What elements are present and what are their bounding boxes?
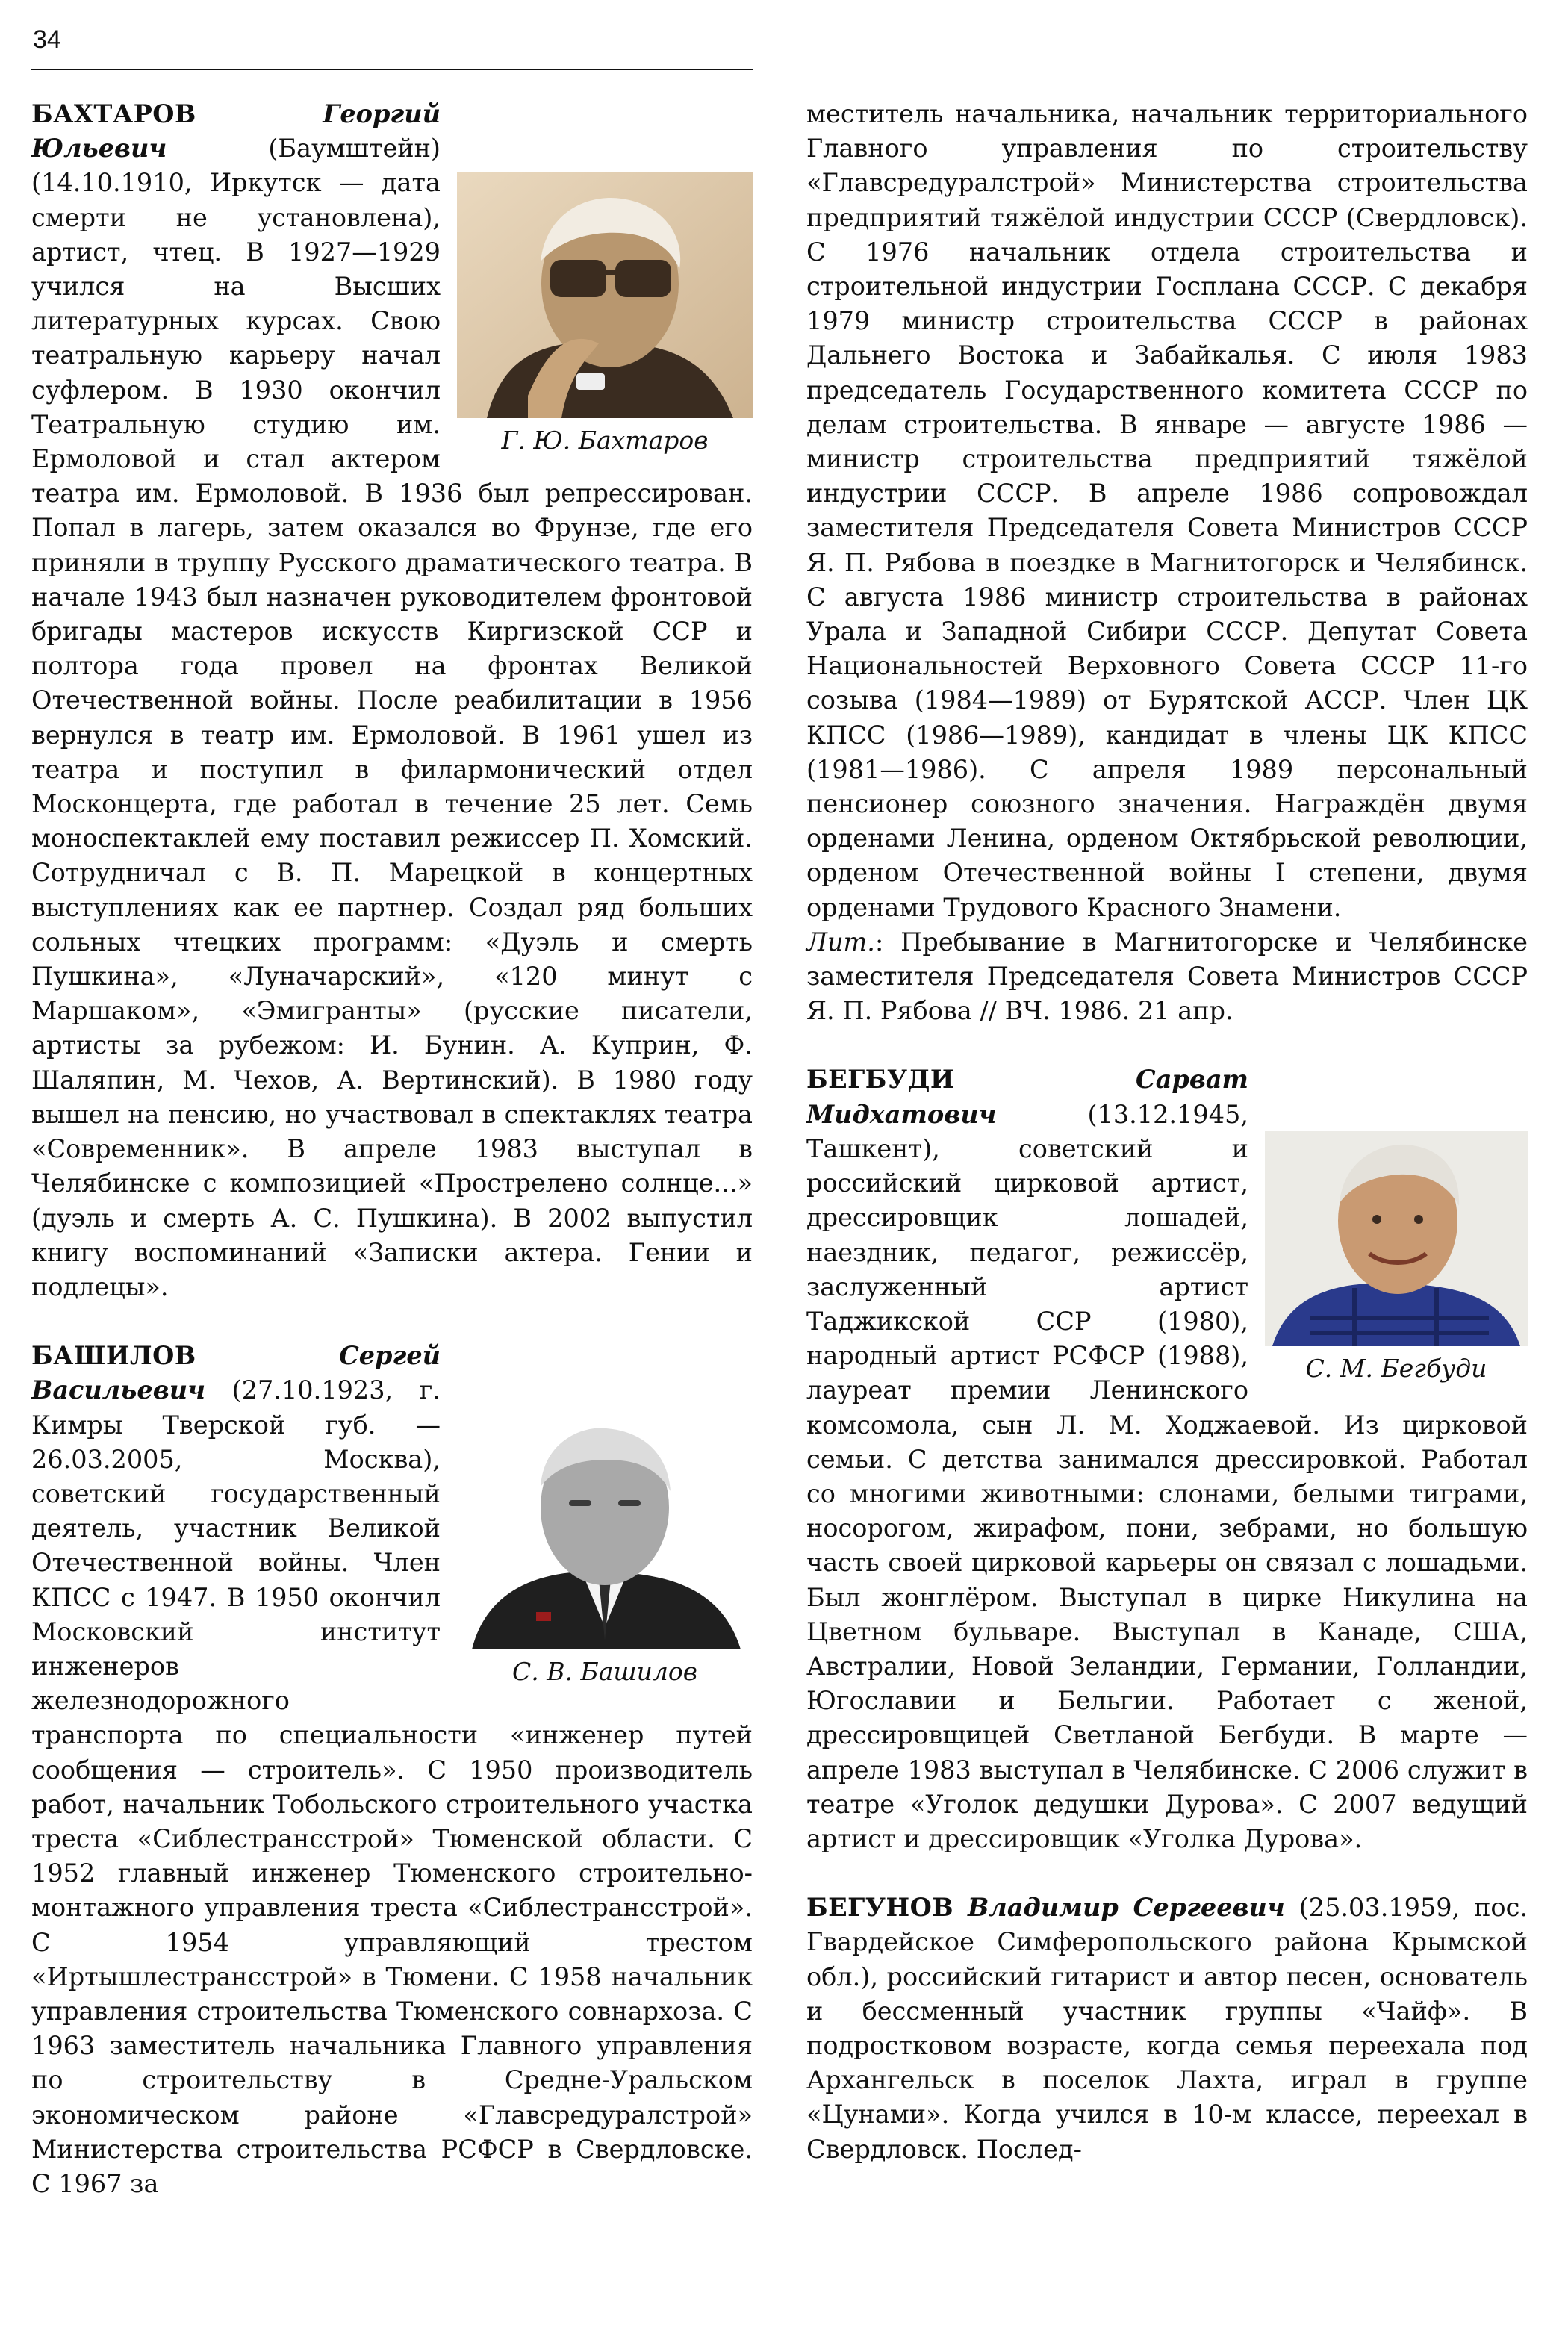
right-column <box>806 97 1528 2201</box>
portrait-begbudi-photo <box>1265 1131 1528 1346</box>
entry-bashilov-literature <box>806 925 1528 1029</box>
entry-bakhtarov <box>31 97 753 1304</box>
portrait-bakhtarov-photo <box>457 172 753 418</box>
photo-bakhtarov <box>457 172 753 457</box>
entry-begunov <box>806 1891 1528 2167</box>
photo-caption-begbudi: С. М. Бегбуди <box>1305 1354 1487 1384</box>
photo-caption-bakhtarov: Г. Ю. Бахтаров <box>501 426 709 455</box>
header-rule <box>31 69 753 70</box>
entry-begunov-body <box>806 1891 1528 2167</box>
entry-begbudi <box>806 1063 1528 1856</box>
entry-bashilov-text: (27.10.1923, г. Кимры Тверской губ. — 26.03.2005, Москва), советский государственный деятель, участник Великой Отечественной войны. Член КПСС с 1947. В 1950 окончил Московский институт инженеров железнодорожного транспорта по специальности «инженер путей сообщения — строитель». С 1950 производитель работ, начальник Тобольского строительного участка треста «Сиблестрансстрой» Тюменской области. С 1952 главный инженер Тюменского строительно-монтажного управления треста «Сиблестрансстрой». С 1954 управляющий трестом «Иртышлестрансстрой» в Тюмени. С 1958 начальник управления строительства Тюменского совнархоза. С 1963 заместитель начальника Главного управления по строительству в Средне-Уральском экономическом районе «Главсредуралстрой» Министерства строительства РСФСР в Свердловске. С 1967 за <box>31 1375 753 2198</box>
entry-bakhtarov-given-name: Георгий Юльевич <box>31 99 441 164</box>
entry-bakhtarov-surname: БАХТАРОВ <box>31 99 196 128</box>
entry-bashilov-continued <box>806 97 1528 1028</box>
literature-label: Лит. <box>806 927 875 956</box>
entry-begbudi-surname: БЕГБУДИ <box>806 1065 955 1095</box>
entry-bashilov-continuation: меститель начальника, начальник территориального Главного управления по строительству «Главсредуралстрой» Министерства строительства предприятий тяжёлой индустрии СССР (Свердловск). С 1976 начальник отдела строительства и строительной индустрии Госплана СССР. С декабря 1979 министр строительства СССР в районах Дальнего Востока и Забайкалья. С июля 1983 председатель Государственного комитета СССР по делам строительства. В январе — августе 1986 — министр строительства предприятий тяжёлой индустрии СССР. В апреле 1986 сопровождал заместителя Председателя Совета Министров СССР Я. П. Рябова в поездке в Магнитогорск и Челябинск. С августа 1986 министр строительства в районах Урала и Западной Сибири СССР. Депутат Совета Национальностей Верховного Совета СССР 11-го созыва (1984—1989) от Бурятской АССР. Член ЦК КПСС (1986—1989), кандидат в члены ЦК КПСС (1981—1986). С апреля 1989 персональный пенсионер союзного значения. Награждён двумя орденами Ленина, орденом Октябрьской революции, орденом Отечественной войны I степени, двумя орденами Трудового Красного Знамени. <box>806 99 1528 922</box>
literature-text: : Пребывание в Магнитогорске и Челябинске заместителя Председателя Совета Министров СССР Я. П. Рябова // ВЧ. 1986. 21 апр. <box>806 927 1528 1026</box>
entry-begunov-surname: БЕГУНОВ <box>806 1893 954 1923</box>
entry-begunov-given-name: Владимир Сергеевич <box>967 1893 1285 1923</box>
photo-caption-bashilov: С. В. Башилов <box>512 1657 697 1687</box>
entry-bashilov-given-name: Сергей Васильевич <box>31 1341 441 1405</box>
entry-bakhtarov-text: (Баумштейн) (14.10.1910, Иркутск — дата смерти не установлена), артист, чтец. В 1927—1929 учился на Высших литературных курсах. Свою театральную карьеру начал суфлером. В 1930 окончил Театральную студию им. Ермоловой и стал актером театра им. Ермоловой. В 1936 был репрессирован. Попал в лагерь, затем оказался во Фрунзе, где его приняли в труппу Русского драматического театра. В начале 1943 был назначен руководителем фронтовой бригады мастеров искусств Киргизской ССР и полтора года провел на фронтах Великой Отечественной войны. После реабилитации в 1956 вернулся в театр им. Ермоловой. В 1961 ушел из театра и поступил в филармонический отдел Москонцерта, где работал в течение 25 лет. Семь моноспектаклей ему поставил режиссер П. Хомский. Сотрудничал с В. П. Марецкой в концертных выступлениях как ее партнер. Создал ряд больших сольных чтецких программ: «Дуэль и смерть Пушкина», «Луначарский», «120 минут с Маршаком», «Эмигранты» (русские писатели, артисты за рубежом: И. Бунин. А. Куприн, Ф. Шаляпин, М. Чехов, А. Вертинский). В 1980 году вышел на пенсию, но участвовал в спектаклях театра «Современник». В апреле 1983 выступал в Челябинске с композицией «Прострелено солнце...» (дуэль и смерть А. С. Пушкина). В 2002 выпустил книгу воспоминаний «Записки актера. Гении и подлецы». <box>31 134 753 1301</box>
portrait-bashilov-photo <box>457 1403 753 1649</box>
entry-bashilov <box>31 1339 753 2201</box>
entry-begbudi-text: (13.12.1945, Ташкент), советский и российский цирковой артист, дрессировщик лошадей, наездник, педагог, режиссёр, заслуженный артист Таджикской ССР (1980), народный артист РСФСР (1988), лауреат премии Ленинского комсомола, сын Л. М. Ходжаевой. Из цирковой семьи. С детства занимался дрессировкой. Работал со многими животными: слонами, белыми тиграми, носорогом, жирафом, пони, зебрами, но большую часть своей цирковой карьеры он связал с лошадьми. Был жонглёром. Выступал в цирке Никулина на Цветном бульваре. Выступал в Канаде, США, Австралии, Новой Зеландии, Германии, Голландии, Югославии и Бельгии. Работает с женой, дрессировщицей Светланой Бегбуди. В марте — апреле 1983 выступал в Челябинске. С 2006 служит в театре «Уголок дедушки Дурова». С 2007 ведущий артист и дрессировщик «Уголка Дурова». <box>806 1099 1528 1853</box>
left-column <box>31 97 753 2236</box>
photo-bashilov <box>457 1403 753 1688</box>
page-number: 34 <box>33 25 61 54</box>
entry-bashilov-surname: БАШИЛОВ <box>31 1341 196 1371</box>
photo-begbudi <box>1265 1131 1528 1385</box>
entry-begbudi-given-name: Сарват Мидхатович <box>806 1065 1248 1129</box>
entry-begunov-text: (25.03.1959, пос. Гвардейское Симферопольского района Крымской обл.), российский гитарист и автор песен, основатель и бессменный участник группы «Чайф». В подростковом возрасте, когда семья переехала под Архангельск в поселок Лахта, играл в группе «Цунами». Когда учился в 10-м классе, переехал в Свердловск. Послед- <box>806 1893 1528 2164</box>
